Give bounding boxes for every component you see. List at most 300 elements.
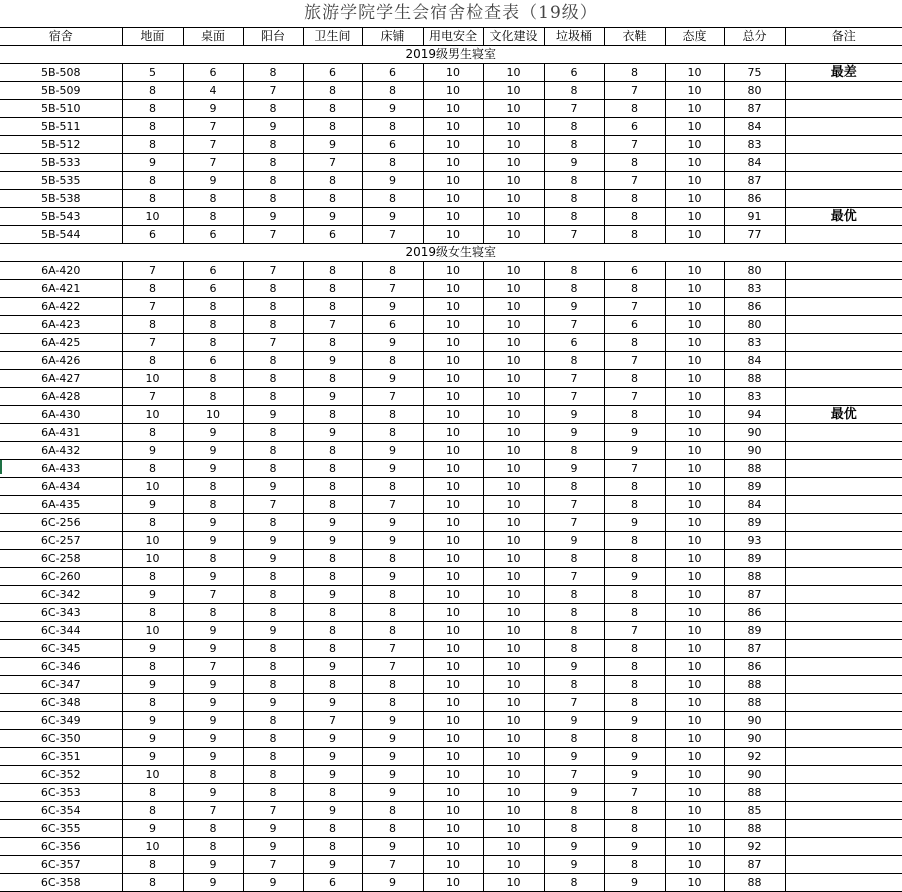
score-cell[interactable]: 10 (122, 208, 183, 226)
total-cell[interactable]: 87 (724, 586, 785, 604)
score-cell[interactable]: 10 (665, 640, 724, 658)
score-cell[interactable]: 8 (544, 550, 604, 568)
header-cell[interactable]: 床铺 (362, 28, 423, 46)
score-cell[interactable]: 10 (483, 856, 544, 874)
score-cell[interactable]: 8 (544, 82, 604, 100)
score-cell[interactable]: 10 (483, 514, 544, 532)
score-cell[interactable]: 10 (483, 190, 544, 208)
score-cell[interactable]: 8 (604, 730, 665, 748)
score-cell[interactable]: 8 (122, 280, 183, 298)
score-cell[interactable]: 8 (362, 604, 423, 622)
room-cell[interactable]: 6C-342 (0, 586, 122, 604)
score-cell[interactable]: 10 (665, 604, 724, 622)
score-cell[interactable]: 10 (483, 802, 544, 820)
score-cell[interactable]: 10 (665, 118, 724, 136)
score-cell[interactable]: 10 (423, 172, 483, 190)
score-cell[interactable]: 8 (604, 208, 665, 226)
score-cell[interactable]: 8 (303, 604, 362, 622)
score-cell[interactable]: 9 (303, 802, 362, 820)
score-cell[interactable]: 10 (483, 460, 544, 478)
score-cell[interactable]: 7 (183, 154, 243, 172)
score-cell[interactable]: 8 (243, 442, 303, 460)
score-cell[interactable]: 7 (604, 172, 665, 190)
score-cell[interactable]: 8 (243, 514, 303, 532)
score-cell[interactable]: 10 (423, 388, 483, 406)
room-cell[interactable]: 6C-347 (0, 676, 122, 694)
score-cell[interactable]: 8 (362, 586, 423, 604)
total-cell[interactable]: 88 (724, 820, 785, 838)
section-label[interactable]: 2019级女生寝室 (0, 244, 902, 262)
score-cell[interactable]: 8 (122, 460, 183, 478)
score-cell[interactable]: 8 (604, 100, 665, 118)
room-cell[interactable]: 6C-344 (0, 622, 122, 640)
score-cell[interactable]: 10 (483, 622, 544, 640)
score-cell[interactable]: 9 (183, 532, 243, 550)
score-cell[interactable]: 10 (483, 64, 544, 82)
score-cell[interactable]: 7 (362, 856, 423, 874)
score-cell[interactable]: 10 (665, 478, 724, 496)
score-cell[interactable]: 8 (183, 766, 243, 784)
score-cell[interactable]: 8 (303, 100, 362, 118)
score-cell[interactable]: 9 (303, 766, 362, 784)
score-cell[interactable]: 9 (303, 730, 362, 748)
remark-cell[interactable] (785, 802, 902, 820)
score-cell[interactable]: 8 (544, 118, 604, 136)
score-cell[interactable]: 8 (243, 460, 303, 478)
remark-cell[interactable] (785, 280, 902, 298)
score-cell[interactable]: 10 (423, 352, 483, 370)
score-cell[interactable]: 8 (604, 856, 665, 874)
remark-cell[interactable] (785, 586, 902, 604)
score-cell[interactable]: 5 (122, 64, 183, 82)
score-cell[interactable]: 10 (665, 460, 724, 478)
score-cell[interactable]: 9 (303, 856, 362, 874)
total-cell[interactable]: 85 (724, 802, 785, 820)
score-cell[interactable]: 8 (243, 712, 303, 730)
score-cell[interactable]: 10 (122, 532, 183, 550)
score-cell[interactable]: 9 (243, 694, 303, 712)
score-cell[interactable]: 10 (665, 82, 724, 100)
score-cell[interactable]: 8 (303, 190, 362, 208)
score-cell[interactable]: 10 (665, 658, 724, 676)
score-cell[interactable]: 9 (604, 712, 665, 730)
score-cell[interactable]: 9 (183, 442, 243, 460)
score-cell[interactable]: 9 (544, 460, 604, 478)
score-cell[interactable]: 8 (243, 64, 303, 82)
remark-cell[interactable] (785, 712, 902, 730)
total-cell[interactable]: 88 (724, 460, 785, 478)
score-cell[interactable]: 9 (362, 874, 423, 892)
room-cell[interactable]: 6C-345 (0, 640, 122, 658)
score-cell[interactable]: 8 (303, 820, 362, 838)
header-cell[interactable]: 桌面 (183, 28, 243, 46)
score-cell[interactable]: 10 (423, 586, 483, 604)
score-cell[interactable]: 9 (544, 712, 604, 730)
score-cell[interactable]: 9 (122, 712, 183, 730)
score-cell[interactable]: 10 (423, 658, 483, 676)
room-cell[interactable]: 5B-511 (0, 118, 122, 136)
room-cell[interactable]: 6C-349 (0, 712, 122, 730)
score-cell[interactable]: 7 (604, 460, 665, 478)
score-cell[interactable]: 10 (665, 334, 724, 352)
score-cell[interactable]: 10 (483, 532, 544, 550)
score-cell[interactable]: 10 (483, 676, 544, 694)
score-cell[interactable]: 7 (544, 226, 604, 244)
room-cell[interactable]: 6A-422 (0, 298, 122, 316)
score-cell[interactable]: 10 (665, 154, 724, 172)
room-cell[interactable]: 5B-512 (0, 136, 122, 154)
score-cell[interactable]: 8 (604, 226, 665, 244)
score-cell[interactable]: 8 (243, 676, 303, 694)
score-cell[interactable]: 6 (544, 334, 604, 352)
score-cell[interactable]: 9 (362, 334, 423, 352)
score-cell[interactable]: 8 (362, 190, 423, 208)
remark-cell[interactable] (785, 532, 902, 550)
total-cell[interactable]: 83 (724, 388, 785, 406)
score-cell[interactable]: 8 (122, 136, 183, 154)
score-cell[interactable]: 9 (544, 658, 604, 676)
score-cell[interactable]: 9 (303, 658, 362, 676)
score-cell[interactable]: 9 (303, 388, 362, 406)
score-cell[interactable]: 10 (423, 622, 483, 640)
score-cell[interactable]: 10 (665, 388, 724, 406)
score-cell[interactable]: 10 (483, 406, 544, 424)
score-cell[interactable]: 9 (544, 784, 604, 802)
score-cell[interactable]: 8 (362, 262, 423, 280)
room-cell[interactable]: 6C-348 (0, 694, 122, 712)
score-cell[interactable]: 8 (604, 820, 665, 838)
score-cell[interactable]: 4 (183, 82, 243, 100)
score-cell[interactable]: 9 (243, 118, 303, 136)
score-cell[interactable]: 7 (243, 82, 303, 100)
score-cell[interactable]: 10 (483, 838, 544, 856)
room-cell[interactable]: 6C-350 (0, 730, 122, 748)
score-cell[interactable]: 8 (544, 640, 604, 658)
score-cell[interactable]: 9 (362, 730, 423, 748)
score-cell[interactable]: 8 (303, 442, 362, 460)
score-cell[interactable]: 9 (183, 730, 243, 748)
score-cell[interactable]: 10 (483, 712, 544, 730)
score-cell[interactable]: 9 (544, 838, 604, 856)
header-cell[interactable]: 总分 (724, 28, 785, 46)
score-cell[interactable]: 8 (122, 82, 183, 100)
score-cell[interactable]: 10 (483, 568, 544, 586)
score-cell[interactable]: 10 (483, 226, 544, 244)
score-cell[interactable]: 10 (665, 442, 724, 460)
score-cell[interactable]: 8 (362, 478, 423, 496)
remark-cell[interactable] (785, 820, 902, 838)
total-cell[interactable]: 90 (724, 730, 785, 748)
score-cell[interactable]: 9 (243, 874, 303, 892)
remark-cell[interactable] (785, 298, 902, 316)
total-cell[interactable]: 86 (724, 190, 785, 208)
score-cell[interactable]: 6 (183, 262, 243, 280)
score-cell[interactable]: 10 (665, 172, 724, 190)
header-cell[interactable]: 宿舍 (0, 28, 122, 46)
remark-cell[interactable] (785, 496, 902, 514)
score-cell[interactable]: 9 (183, 712, 243, 730)
total-cell[interactable]: 90 (724, 766, 785, 784)
score-cell[interactable]: 7 (604, 388, 665, 406)
score-cell[interactable]: 10 (423, 424, 483, 442)
score-cell[interactable]: 8 (303, 298, 362, 316)
remark-cell[interactable] (785, 370, 902, 388)
score-cell[interactable]: 7 (604, 136, 665, 154)
score-cell[interactable]: 8 (604, 478, 665, 496)
score-cell[interactable]: 10 (423, 748, 483, 766)
room-cell[interactable]: 6A-420 (0, 262, 122, 280)
score-cell[interactable]: 10 (423, 118, 483, 136)
score-cell[interactable]: 9 (303, 532, 362, 550)
score-cell[interactable]: 8 (362, 352, 423, 370)
score-cell[interactable]: 9 (544, 856, 604, 874)
score-cell[interactable]: 10 (483, 100, 544, 118)
score-cell[interactable]: 8 (243, 190, 303, 208)
score-cell[interactable]: 8 (243, 352, 303, 370)
total-cell[interactable]: 84 (724, 496, 785, 514)
score-cell[interactable]: 9 (544, 748, 604, 766)
score-cell[interactable]: 9 (243, 208, 303, 226)
room-cell[interactable]: 6C-358 (0, 874, 122, 892)
score-cell[interactable]: 8 (604, 604, 665, 622)
score-cell[interactable]: 10 (423, 712, 483, 730)
score-cell[interactable]: 8 (183, 334, 243, 352)
score-cell[interactable]: 10 (665, 100, 724, 118)
remark-cell[interactable] (785, 154, 902, 172)
score-cell[interactable]: 8 (544, 604, 604, 622)
score-cell[interactable]: 9 (122, 748, 183, 766)
score-cell[interactable]: 10 (483, 550, 544, 568)
score-cell[interactable]: 9 (544, 154, 604, 172)
score-cell[interactable]: 9 (362, 172, 423, 190)
score-cell[interactable]: 8 (362, 406, 423, 424)
score-cell[interactable]: 8 (604, 406, 665, 424)
score-cell[interactable]: 10 (483, 730, 544, 748)
remark-cell[interactable] (785, 424, 902, 442)
total-cell[interactable]: 75 (724, 64, 785, 82)
score-cell[interactable]: 10 (423, 154, 483, 172)
score-cell[interactable]: 10 (665, 730, 724, 748)
score-cell[interactable]: 9 (362, 748, 423, 766)
score-cell[interactable]: 10 (483, 118, 544, 136)
score-cell[interactable]: 10 (423, 136, 483, 154)
score-cell[interactable]: 9 (362, 370, 423, 388)
score-cell[interactable]: 9 (362, 442, 423, 460)
room-cell[interactable]: 5B-510 (0, 100, 122, 118)
score-cell[interactable]: 8 (604, 586, 665, 604)
total-cell[interactable]: 92 (724, 748, 785, 766)
score-cell[interactable]: 8 (604, 496, 665, 514)
score-cell[interactable]: 9 (183, 568, 243, 586)
total-cell[interactable]: 94 (724, 406, 785, 424)
score-cell[interactable]: 8 (544, 136, 604, 154)
header-cell[interactable]: 衣鞋 (604, 28, 665, 46)
score-cell[interactable]: 10 (122, 370, 183, 388)
score-cell[interactable]: 10 (423, 280, 483, 298)
score-cell[interactable]: 10 (423, 532, 483, 550)
score-cell[interactable]: 8 (303, 280, 362, 298)
score-cell[interactable]: 10 (665, 208, 724, 226)
score-cell[interactable]: 10 (665, 64, 724, 82)
remark-cell[interactable] (785, 82, 902, 100)
score-cell[interactable]: 8 (303, 496, 362, 514)
score-cell[interactable]: 9 (303, 352, 362, 370)
score-cell[interactable]: 8 (183, 388, 243, 406)
total-cell[interactable]: 83 (724, 136, 785, 154)
score-cell[interactable]: 8 (122, 172, 183, 190)
score-cell[interactable]: 10 (665, 550, 724, 568)
score-cell[interactable]: 9 (362, 298, 423, 316)
score-cell[interactable]: 8 (243, 568, 303, 586)
score-cell[interactable]: 9 (362, 532, 423, 550)
score-cell[interactable]: 7 (183, 136, 243, 154)
score-cell[interactable]: 9 (183, 640, 243, 658)
score-cell[interactable]: 8 (544, 172, 604, 190)
room-cell[interactable]: 5B-544 (0, 226, 122, 244)
score-cell[interactable]: 9 (183, 172, 243, 190)
score-cell[interactable]: 10 (423, 298, 483, 316)
score-cell[interactable]: 10 (423, 226, 483, 244)
score-cell[interactable]: 8 (303, 118, 362, 136)
remark-cell[interactable]: 最差 (785, 64, 902, 82)
total-cell[interactable]: 80 (724, 316, 785, 334)
score-cell[interactable]: 7 (303, 154, 362, 172)
total-cell[interactable]: 77 (724, 226, 785, 244)
score-cell[interactable]: 10 (423, 460, 483, 478)
total-cell[interactable]: 88 (724, 694, 785, 712)
score-cell[interactable]: 8 (303, 622, 362, 640)
score-cell[interactable]: 9 (544, 406, 604, 424)
remark-cell[interactable] (785, 730, 902, 748)
score-cell[interactable]: 6 (604, 118, 665, 136)
score-cell[interactable]: 7 (243, 496, 303, 514)
score-cell[interactable]: 8 (122, 658, 183, 676)
score-cell[interactable]: 9 (243, 820, 303, 838)
remark-cell[interactable] (785, 172, 902, 190)
total-cell[interactable]: 84 (724, 118, 785, 136)
score-cell[interactable]: 7 (362, 658, 423, 676)
remark-cell[interactable] (785, 874, 902, 892)
room-cell[interactable]: 5B-543 (0, 208, 122, 226)
score-cell[interactable]: 10 (483, 586, 544, 604)
score-cell[interactable]: 10 (423, 190, 483, 208)
remark-cell[interactable] (785, 190, 902, 208)
score-cell[interactable]: 10 (423, 496, 483, 514)
score-cell[interactable]: 10 (483, 874, 544, 892)
score-cell[interactable]: 10 (665, 406, 724, 424)
score-cell[interactable]: 8 (544, 586, 604, 604)
total-cell[interactable]: 89 (724, 622, 785, 640)
score-cell[interactable]: 10 (483, 748, 544, 766)
score-cell[interactable]: 8 (303, 784, 362, 802)
score-cell[interactable]: 9 (362, 766, 423, 784)
score-cell[interactable]: 9 (604, 838, 665, 856)
total-cell[interactable]: 80 (724, 82, 785, 100)
score-cell[interactable]: 7 (243, 226, 303, 244)
score-cell[interactable]: 7 (544, 370, 604, 388)
room-cell[interactable]: 6A-425 (0, 334, 122, 352)
score-cell[interactable]: 8 (303, 676, 362, 694)
score-cell[interactable]: 10 (122, 550, 183, 568)
score-cell[interactable]: 8 (544, 262, 604, 280)
room-cell[interactable]: 6C-354 (0, 802, 122, 820)
score-cell[interactable]: 7 (544, 514, 604, 532)
score-cell[interactable]: 6 (183, 64, 243, 82)
score-cell[interactable]: 7 (183, 118, 243, 136)
total-cell[interactable]: 86 (724, 604, 785, 622)
score-cell[interactable]: 10 (483, 658, 544, 676)
score-cell[interactable]: 8 (243, 424, 303, 442)
score-cell[interactable]: 10 (423, 262, 483, 280)
score-cell[interactable]: 7 (122, 298, 183, 316)
remark-cell[interactable] (785, 748, 902, 766)
score-cell[interactable]: 7 (362, 226, 423, 244)
score-cell[interactable]: 9 (303, 514, 362, 532)
score-cell[interactable]: 8 (122, 514, 183, 532)
score-cell[interactable]: 10 (665, 874, 724, 892)
remark-cell[interactable] (785, 460, 902, 478)
score-cell[interactable]: 8 (303, 460, 362, 478)
score-cell[interactable]: 8 (303, 640, 362, 658)
total-cell[interactable]: 86 (724, 658, 785, 676)
score-cell[interactable]: 7 (362, 496, 423, 514)
score-cell[interactable]: 8 (544, 478, 604, 496)
score-cell[interactable]: 10 (423, 550, 483, 568)
score-cell[interactable]: 10 (483, 208, 544, 226)
score-cell[interactable]: 10 (665, 712, 724, 730)
total-cell[interactable]: 80 (724, 262, 785, 280)
score-cell[interactable]: 8 (604, 532, 665, 550)
score-cell[interactable]: 8 (243, 586, 303, 604)
score-cell[interactable]: 8 (604, 64, 665, 82)
score-cell[interactable]: 10 (665, 298, 724, 316)
score-cell[interactable]: 9 (362, 784, 423, 802)
score-cell[interactable]: 8 (122, 694, 183, 712)
score-cell[interactable]: 8 (122, 784, 183, 802)
score-cell[interactable]: 8 (604, 334, 665, 352)
score-cell[interactable]: 10 (122, 406, 183, 424)
score-cell[interactable]: 7 (544, 694, 604, 712)
remark-cell[interactable] (785, 118, 902, 136)
score-cell[interactable]: 7 (544, 316, 604, 334)
total-cell[interactable]: 90 (724, 712, 785, 730)
remark-cell[interactable] (785, 766, 902, 784)
score-cell[interactable]: 10 (483, 334, 544, 352)
score-cell[interactable]: 10 (665, 136, 724, 154)
score-cell[interactable]: 10 (483, 388, 544, 406)
score-cell[interactable]: 10 (665, 226, 724, 244)
score-cell[interactable]: 6 (183, 352, 243, 370)
header-cell[interactable]: 用电安全 (423, 28, 483, 46)
score-cell[interactable]: 8 (183, 550, 243, 568)
score-cell[interactable]: 9 (122, 154, 183, 172)
remark-cell[interactable] (785, 568, 902, 586)
score-cell[interactable]: 10 (483, 640, 544, 658)
total-cell[interactable]: 89 (724, 550, 785, 568)
score-cell[interactable]: 8 (362, 154, 423, 172)
score-cell[interactable]: 10 (423, 874, 483, 892)
total-cell[interactable]: 93 (724, 532, 785, 550)
remark-cell[interactable] (785, 334, 902, 352)
score-cell[interactable]: 8 (243, 766, 303, 784)
score-cell[interactable]: 10 (122, 478, 183, 496)
score-cell[interactable]: 8 (243, 172, 303, 190)
score-cell[interactable]: 8 (122, 190, 183, 208)
remark-cell[interactable]: 最优 (785, 406, 902, 424)
score-cell[interactable]: 10 (423, 856, 483, 874)
score-cell[interactable]: 8 (604, 190, 665, 208)
header-cell[interactable]: 地面 (122, 28, 183, 46)
